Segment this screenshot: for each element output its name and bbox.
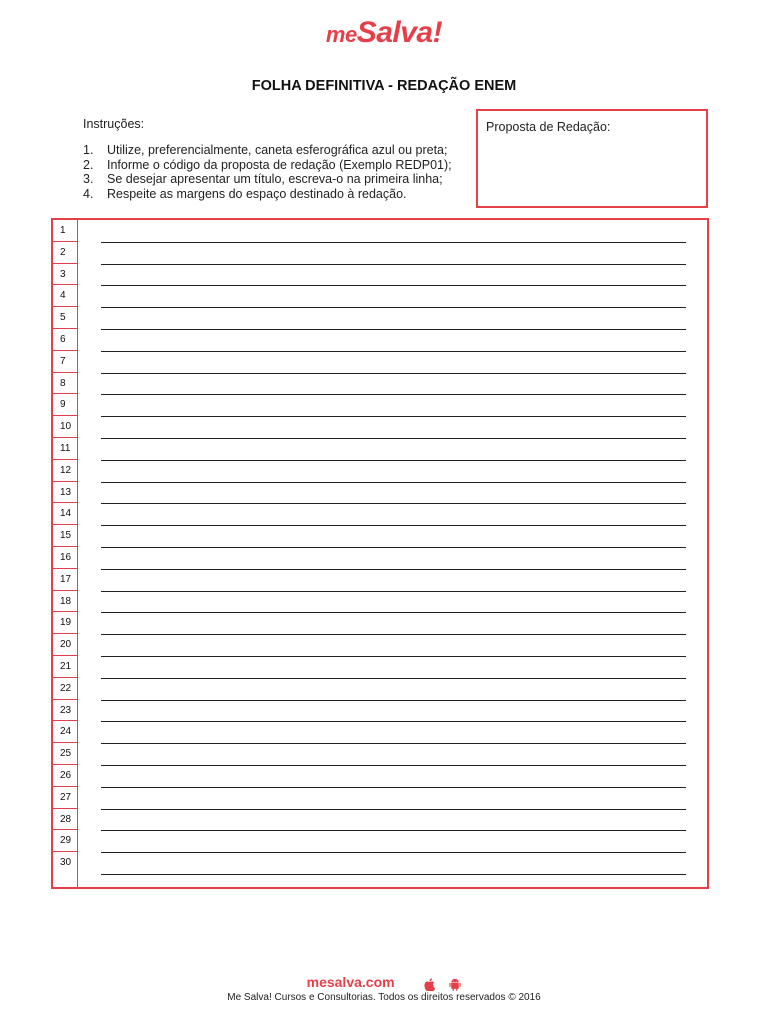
writing-line[interactable] xyxy=(101,591,686,592)
line-number: 13 xyxy=(53,482,77,504)
instruction-number: 1. xyxy=(83,143,94,157)
instruction-number: 2. xyxy=(83,157,94,172)
writing-line[interactable] xyxy=(101,503,686,504)
writing-line[interactable] xyxy=(101,874,686,875)
instruction-item xyxy=(83,187,473,202)
line-number: 25 xyxy=(53,743,77,765)
instruction-item xyxy=(83,158,473,173)
line-number: 6 xyxy=(53,329,77,351)
writing-line[interactable] xyxy=(101,307,686,308)
footer-copyright: Me Salva! Cursos e Consultorias. Todos os direitos reservados © 2016 xyxy=(227,992,541,1003)
writing-line[interactable] xyxy=(101,787,686,788)
instruction-text: Informe o código da proposta de redação (Exemplo REDP01); xyxy=(107,157,452,172)
line-number: 21 xyxy=(53,656,77,678)
writing-line[interactable] xyxy=(101,525,686,526)
writing-line[interactable] xyxy=(101,656,686,657)
instruction-number: 3. xyxy=(83,172,94,186)
line-number: 28 xyxy=(53,809,77,831)
instructions xyxy=(83,117,473,201)
line-number: 27 xyxy=(53,787,77,809)
instruction-text: Se desejar apresentar um título, escreva-o na primeira linha; xyxy=(107,172,443,186)
writing-line[interactable] xyxy=(101,830,686,831)
app-icons xyxy=(414,975,461,991)
writing-line[interactable] xyxy=(101,329,686,330)
logo-me: me xyxy=(325,22,357,47)
line-number: 9 xyxy=(53,394,77,416)
writing-line[interactable] xyxy=(101,852,686,853)
writing-line[interactable] xyxy=(101,416,686,417)
line-number-column xyxy=(53,220,78,887)
writing-line[interactable] xyxy=(101,547,686,548)
instructions-list xyxy=(83,143,473,201)
instructions-heading: Instruções: xyxy=(83,117,145,131)
instruction-number: 4. xyxy=(83,186,94,201)
instruction-text: Utilize, preferencialmente, caneta esferográfica azul ou preta; xyxy=(107,143,448,157)
line-number: 3 xyxy=(53,264,77,286)
line-number: 24 xyxy=(53,721,77,743)
line-number: 19 xyxy=(53,612,77,634)
line-number: 20 xyxy=(53,634,77,656)
line-number: 10 xyxy=(53,416,77,438)
writing-line[interactable] xyxy=(101,809,686,810)
writing-line[interactable] xyxy=(101,285,686,286)
writing-line[interactable] xyxy=(101,264,686,265)
writing-sheet[interactable] xyxy=(51,218,709,889)
writing-line[interactable] xyxy=(101,460,686,461)
writing-line[interactable] xyxy=(101,721,686,722)
line-number: 16 xyxy=(53,547,77,569)
writing-line[interactable] xyxy=(101,373,686,374)
line-number: 12 xyxy=(53,460,77,482)
writing-line[interactable] xyxy=(101,438,686,439)
line-number: 17 xyxy=(53,569,77,591)
line-number: 4 xyxy=(53,285,77,307)
line-number: 1 xyxy=(53,220,77,242)
page-title: FOLHA DEFINITIVA - REDAÇÃO ENEM xyxy=(251,78,517,94)
instruction-item xyxy=(83,172,473,187)
site-link[interactable]: mesalva.com xyxy=(306,974,395,990)
line-number: 22 xyxy=(53,678,77,700)
line-number: 14 xyxy=(53,503,77,525)
line-number: 30 xyxy=(60,857,72,869)
writing-line[interactable] xyxy=(101,634,686,635)
writing-line[interactable] xyxy=(101,743,686,744)
android-icon[interactable] xyxy=(449,978,461,991)
logo xyxy=(0,18,768,48)
writing-line[interactable] xyxy=(101,700,686,701)
line-number: 29 xyxy=(53,830,77,852)
line-number: 15 xyxy=(53,525,77,547)
writing-line[interactable] xyxy=(101,678,686,679)
line-number: 5 xyxy=(53,307,77,329)
writing-line[interactable] xyxy=(101,569,686,570)
line-number: 8 xyxy=(53,373,77,395)
proposal-label: Proposta de Redação: xyxy=(486,120,611,134)
line-number: 18 xyxy=(53,591,77,613)
line-number: 26 xyxy=(53,765,77,787)
instruction-item xyxy=(83,143,473,158)
writing-line[interactable] xyxy=(101,242,686,243)
line-number: 2 xyxy=(53,242,77,264)
logo-salva: Salva! xyxy=(356,16,443,49)
instruction-text: Respeite as margens do espaço destinado à redação. xyxy=(107,186,407,201)
writing-line[interactable] xyxy=(101,394,686,395)
line-number: 7 xyxy=(53,351,77,373)
line-number: 23 xyxy=(53,700,77,722)
writing-line[interactable] xyxy=(101,765,686,766)
proposal-box[interactable] xyxy=(476,109,708,208)
footer-site xyxy=(0,974,768,991)
apple-icon[interactable] xyxy=(424,978,435,991)
writing-line[interactable] xyxy=(101,482,686,483)
line-number: 11 xyxy=(53,438,77,460)
writing-line[interactable] xyxy=(101,351,686,352)
writing-line[interactable] xyxy=(101,612,686,613)
